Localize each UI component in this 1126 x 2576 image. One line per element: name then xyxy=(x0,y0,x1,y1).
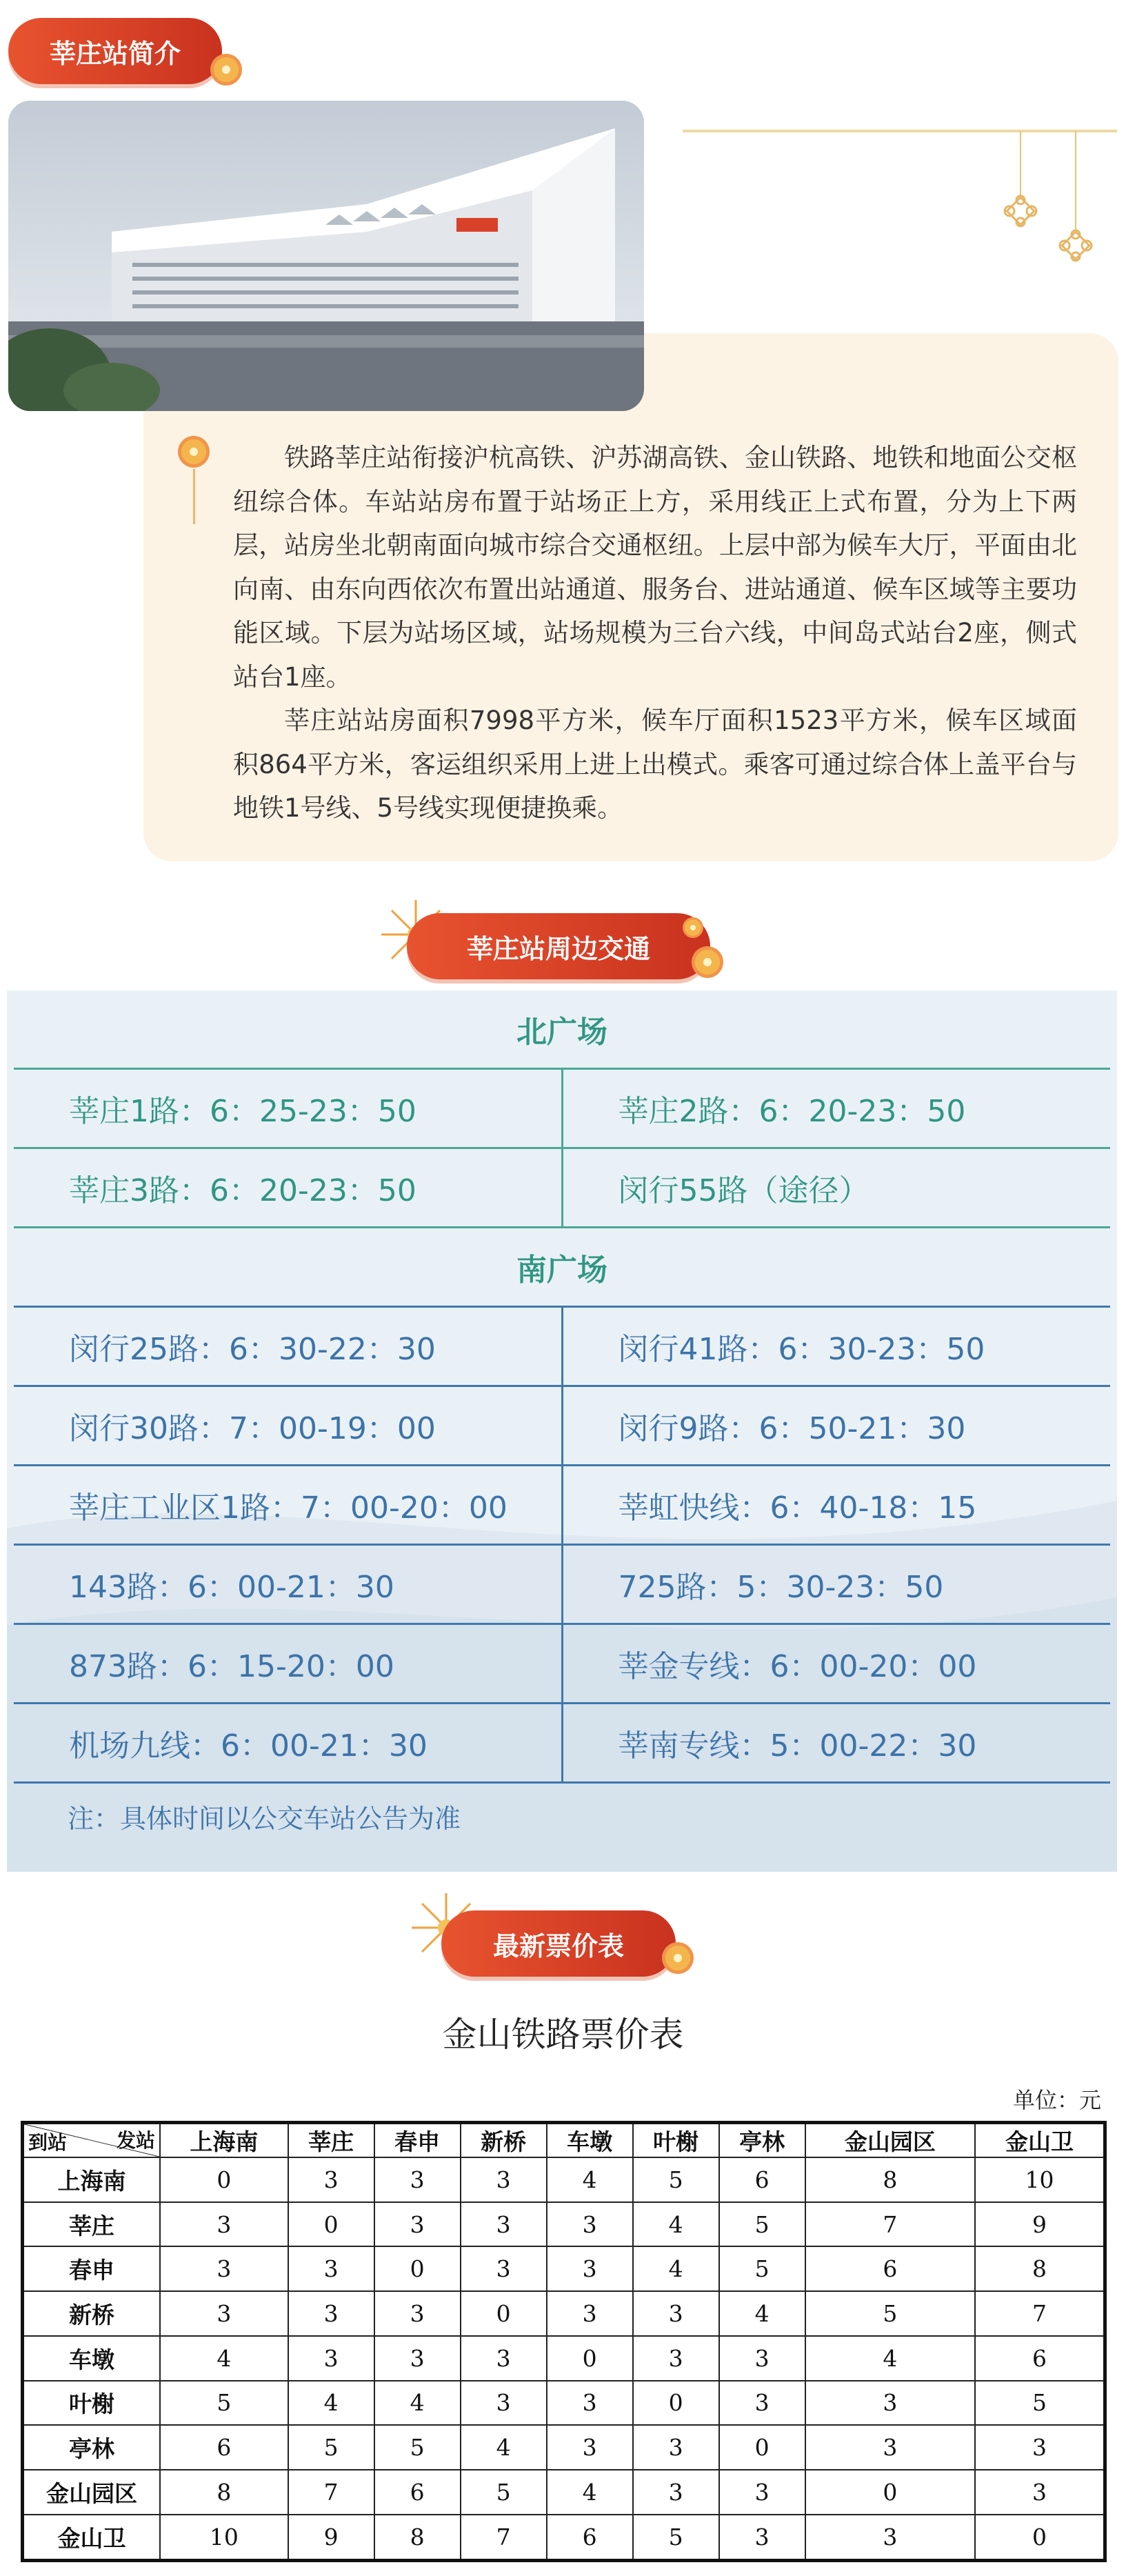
bus-route: 闵行55路（途径） xyxy=(618,1173,869,1208)
column-header: 新桥 xyxy=(461,2123,547,2158)
fare-cell: 3 xyxy=(374,2157,461,2202)
fare-cell: 5 xyxy=(633,2157,719,2202)
column-header: 金山卫 xyxy=(975,2123,1105,2158)
column-header: 金山园区 xyxy=(805,2123,975,2158)
section-title-fare xyxy=(441,1910,676,1977)
north-square-title: 北广场 xyxy=(516,1015,607,1050)
section-title-intro-label: 莘庄站简介 xyxy=(49,38,181,69)
fare-cell: 4 xyxy=(633,2246,719,2291)
fare-cell: 3 xyxy=(461,2246,547,2291)
bus-route: 725路：5：30-23：50 xyxy=(618,1570,944,1605)
flower-stem xyxy=(193,469,195,524)
fare-cell: 7 xyxy=(461,2515,547,2561)
bus-grid xyxy=(14,990,1110,1784)
flower-icon xyxy=(692,946,723,978)
table-row xyxy=(14,1464,1110,1544)
fare-cell: 0 xyxy=(461,2291,547,2336)
fare-cell: 6 xyxy=(975,2336,1105,2381)
fare-cell: 0 xyxy=(975,2515,1105,2561)
column-header: 莘庄 xyxy=(288,2123,374,2158)
corner-to: 到站 xyxy=(28,2131,68,2154)
fare-cell: 3 xyxy=(633,2425,719,2470)
fare-cell: 3 xyxy=(461,2157,547,2202)
fare-cell: 4 xyxy=(633,2202,719,2247)
fare-cell: 4 xyxy=(547,2470,633,2515)
table-row xyxy=(23,2291,1105,2336)
fare-cell: 4 xyxy=(805,2336,975,2381)
fare-unit: 单位：元 xyxy=(1012,2087,1101,2113)
fare-cell: 0 xyxy=(805,2470,975,2515)
flower-icon xyxy=(662,1942,694,1974)
fare-cell: 3 xyxy=(461,2381,547,2426)
fare-cell: 7 xyxy=(288,2470,374,2515)
fare-cell: 3 xyxy=(374,2291,461,2336)
table-row xyxy=(23,2381,1105,2426)
fare-cell: 3 xyxy=(805,2381,975,2426)
row-header: 莘庄 xyxy=(23,2202,161,2247)
fare-cell: 0 xyxy=(374,2246,461,2291)
bus-panel xyxy=(7,990,1117,1872)
fare-cell: 5 xyxy=(461,2470,547,2515)
fare-cell: 3 xyxy=(461,2336,547,2381)
fare-cell: 3 xyxy=(719,2470,805,2515)
fare-cell: 0 xyxy=(288,2202,374,2247)
bus-route: 机场九线：6：00-21：30 xyxy=(14,1704,563,1781)
table-row xyxy=(14,1702,1110,1784)
fare-cell: 0 xyxy=(160,2157,288,2202)
fare-cell: 8 xyxy=(160,2470,288,2515)
row-header: 上海南 xyxy=(23,2157,161,2202)
fare-cell: 3 xyxy=(374,2202,461,2247)
fare-cell: 3 xyxy=(633,2336,719,2381)
fare-cell: 10 xyxy=(160,2515,288,2561)
fare-cell: 5 xyxy=(160,2381,288,2426)
bus-route: 莘金专线：6：00-20：00 xyxy=(618,1649,977,1684)
fare-cell: 4 xyxy=(288,2381,374,2426)
fare-cell: 3 xyxy=(288,2336,374,2381)
row-header: 叶榭 xyxy=(23,2381,161,2426)
flower-icon xyxy=(178,436,210,468)
table-row xyxy=(23,2157,1105,2202)
bus-route: 莘庄工业区1路：7：00-20：00 xyxy=(14,1466,563,1544)
bus-route: 闵行25路：6：30-22：30 xyxy=(14,1308,563,1385)
fare-cell: 3 xyxy=(288,2246,374,2291)
fare-cell: 5 xyxy=(374,2425,461,2470)
bus-route: 莘庄3路：6：20-23：50 xyxy=(14,1149,563,1226)
table-row xyxy=(23,2202,1105,2247)
chinese-knot-icon xyxy=(993,131,1048,248)
fare-cell: 3 xyxy=(805,2515,975,2561)
bus-route: 莘虹快线：6：40-18：15 xyxy=(618,1490,977,1526)
fare-cell: 10 xyxy=(975,2157,1105,2202)
table-row xyxy=(14,1623,1110,1702)
bus-route: 873路：6：15-20：00 xyxy=(14,1625,563,1702)
column-header: 车墩 xyxy=(547,2123,633,2158)
table-row xyxy=(23,2470,1105,2515)
table-row xyxy=(23,2246,1105,2291)
intro-text xyxy=(233,436,1077,830)
corner-from: 发站 xyxy=(116,2129,155,2152)
fare-cell: 3 xyxy=(975,2470,1105,2515)
section-title-fare-label: 最新票价表 xyxy=(492,1930,624,1961)
section-title-transport-label: 莘庄站周边交通 xyxy=(466,933,650,964)
column-header: 亭林 xyxy=(719,2123,805,2158)
bus-route: 闵行30路：7：00-19：00 xyxy=(14,1387,563,1464)
fare-cell: 3 xyxy=(288,2291,374,2336)
fare-cell: 3 xyxy=(160,2291,288,2336)
fare-cell: 3 xyxy=(461,2202,547,2247)
row-header: 车墩 xyxy=(23,2336,161,2381)
fare-table-title: 金山铁路票价表 xyxy=(442,2015,684,2055)
fare-cell: 3 xyxy=(719,2336,805,2381)
fare-cell: 8 xyxy=(975,2246,1105,2291)
fare-cell: 3 xyxy=(805,2425,975,2470)
fare-table xyxy=(21,2121,1107,2562)
flower-icon xyxy=(210,54,242,86)
fare-cell: 3 xyxy=(547,2425,633,2470)
section-title-transport xyxy=(407,913,710,979)
fare-cell: 3 xyxy=(547,2202,633,2247)
fare-header-row xyxy=(23,2123,1105,2158)
fare-cell: 9 xyxy=(288,2515,374,2561)
table-row xyxy=(14,1544,1110,1623)
row-header: 春申 xyxy=(23,2246,161,2291)
row-header: 新桥 xyxy=(23,2291,161,2336)
bus-note: 注：具体时间以公交车站公告为准 xyxy=(68,1804,461,1834)
fare-cell: 6 xyxy=(374,2470,461,2515)
fare-cell: 8 xyxy=(374,2515,461,2561)
south-square-title: 南广场 xyxy=(516,1252,607,1288)
bus-route: 143路：6：00-21：30 xyxy=(14,1546,563,1623)
fare-cell: 4 xyxy=(374,2381,461,2426)
fare-cell: 3 xyxy=(547,2291,633,2336)
table-row xyxy=(23,2425,1105,2470)
row-header: 亭林 xyxy=(23,2425,161,2470)
table-row xyxy=(14,1306,1110,1385)
table-row xyxy=(23,2515,1105,2561)
intro-paragraph: 铁路莘庄站衔接沪杭高铁、沪苏湖高铁、金山铁路、地铁和地面公交枢纽综合体。车站站房布置于站场正上方，采用线正上式布置，分为上下两层，站房坐北朝南面向城市综合交通枢纽。上层中部为候车大厅，平面由北向南、由东向西依次布置出站通道、服务台、进站通道、候车区域等主要功能区域。下层为站场区域，站场规模为三台六线，中间岛式站台2座，侧式站台1座。 xyxy=(233,443,1077,692)
fare-cell: 3 xyxy=(160,2246,288,2291)
fare-cell: 7 xyxy=(805,2202,975,2247)
column-header: 春申 xyxy=(374,2123,461,2158)
fare-cell: 6 xyxy=(547,2515,633,2561)
fare-cell: 3 xyxy=(374,2336,461,2381)
south-square xyxy=(14,1228,1110,1784)
fare-cell: 3 xyxy=(975,2425,1105,2470)
fare-cell: 3 xyxy=(160,2202,288,2247)
fare-cell: 5 xyxy=(288,2425,374,2470)
bus-route: 莘庄2路：6：20-23：50 xyxy=(618,1094,966,1129)
fare-cell: 8 xyxy=(805,2157,975,2202)
table-row xyxy=(14,1068,1110,1147)
fare-cell: 3 xyxy=(633,2470,719,2515)
fare-cell: 3 xyxy=(719,2381,805,2426)
column-header: 叶榭 xyxy=(633,2123,719,2158)
flower-icon xyxy=(683,917,703,938)
bus-route: 莘庄1路：6：25-23：50 xyxy=(14,1070,563,1147)
fare-cell: 0 xyxy=(547,2336,633,2381)
fare-cell: 5 xyxy=(719,2202,805,2247)
table-row xyxy=(14,1385,1110,1464)
fare-cell: 4 xyxy=(160,2336,288,2381)
chinese-knot-icon xyxy=(1048,131,1103,290)
intro-paragraph: 莘庄站站房面积7998平方米，候车厅面积1523平方米，候车区域面积864平方米，客运组织采用上进上出模式。乘客可通过综合体上盖平台与地铁1号线、5号线实现便捷换乘。 xyxy=(233,706,1077,823)
table-row xyxy=(14,1147,1110,1228)
fare-cell: 3 xyxy=(547,2381,633,2426)
row-header: 金山园区 xyxy=(23,2470,161,2515)
fare-cell: 4 xyxy=(547,2157,633,2202)
fare-cell: 5 xyxy=(633,2515,719,2561)
section-title-intro xyxy=(8,18,222,84)
fare-cell: 6 xyxy=(719,2157,805,2202)
fare-cell: 4 xyxy=(461,2425,547,2470)
fare-cell: 5 xyxy=(975,2381,1105,2426)
bus-route: 闵行9路：6：50-21：30 xyxy=(618,1411,966,1446)
bus-route: 莘南专线：5：00-22：30 xyxy=(618,1728,977,1764)
table-row xyxy=(23,2336,1105,2381)
fare-cell: 0 xyxy=(633,2381,719,2426)
row-header: 金山卫 xyxy=(23,2515,161,2561)
corner-cell xyxy=(23,2123,161,2158)
station-photo xyxy=(8,101,644,411)
fare-cell: 3 xyxy=(633,2291,719,2336)
fare-cell: 4 xyxy=(719,2291,805,2336)
fare-cell: 6 xyxy=(160,2425,288,2470)
column-header: 上海南 xyxy=(160,2123,288,2158)
fare-cell: 3 xyxy=(719,2515,805,2561)
fare-cell: 3 xyxy=(288,2157,374,2202)
fare-cell: 5 xyxy=(805,2291,975,2336)
fare-cell: 7 xyxy=(975,2291,1105,2336)
fare-cell: 5 xyxy=(719,2246,805,2291)
fare-cell: 3 xyxy=(547,2246,633,2291)
fare-cell: 0 xyxy=(719,2425,805,2470)
bus-route: 闵行41路：6：30-23：50 xyxy=(618,1332,985,1367)
fare-cell: 9 xyxy=(975,2202,1105,2247)
fare-cell: 6 xyxy=(805,2246,975,2291)
